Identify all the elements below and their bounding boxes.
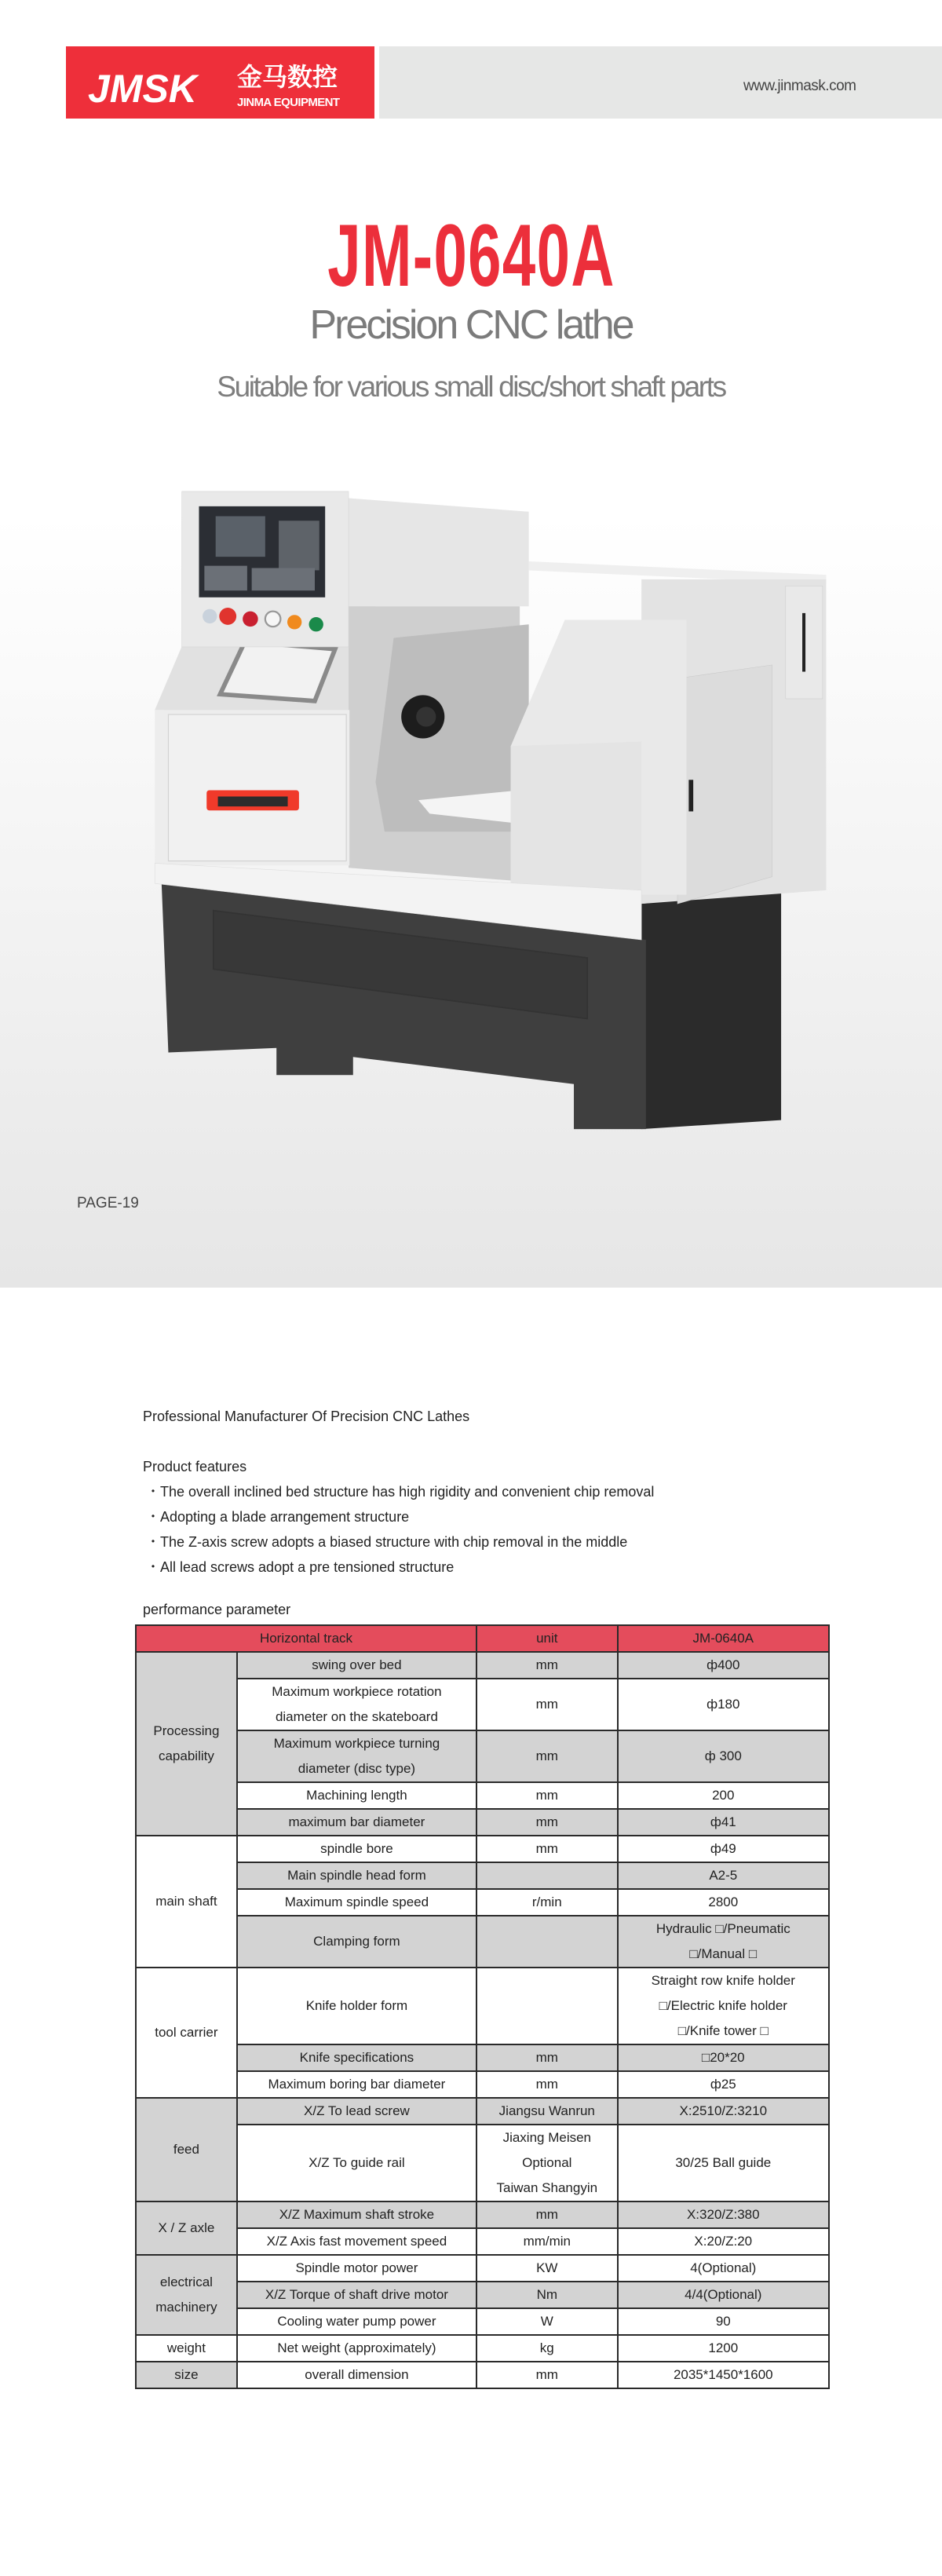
- cnc-lathe-image: [141, 471, 848, 1146]
- value-cell: 4/4(Optional): [618, 2282, 829, 2308]
- table-row: [136, 2335, 829, 2362]
- unit-cell: [476, 1968, 618, 2044]
- table-row: [136, 1968, 829, 2044]
- unit-cell: Jiangsu Wanrun: [476, 2098, 618, 2125]
- table-row: [136, 1652, 829, 1679]
- bullet-icon: ・: [146, 1559, 160, 1575]
- page-number: PAGE-19: [77, 1195, 139, 1211]
- value-cell: 90: [618, 2308, 829, 2335]
- table-row: [136, 1730, 829, 1782]
- unit-cell: mm: [476, 1782, 618, 1809]
- unit-cell: mm: [476, 1836, 618, 1862]
- base-right-side: [641, 890, 781, 1129]
- header-unit: unit: [476, 1625, 618, 1652]
- unit-cell: KW: [476, 2255, 618, 2282]
- value-cell: 30/25 Ball guide: [618, 2125, 829, 2201]
- unit-cell: mm: [476, 1679, 618, 1730]
- feature-text: Adopting a blade arrangement structure: [160, 1509, 410, 1525]
- unit-cell: mm: [476, 2044, 618, 2071]
- value-cell: 1200: [618, 2335, 829, 2362]
- unit-cell: mm: [476, 1652, 618, 1679]
- param-cell: Clamping form: [237, 1916, 476, 1968]
- param-cell: Maximum spindle speed: [237, 1889, 476, 1916]
- param-cell: Maximum boring bar diameter: [237, 2071, 476, 2098]
- unit-cell: W: [476, 2308, 618, 2335]
- param-cell: Net weight (approximately): [237, 2335, 476, 2362]
- bullet-icon: ・: [146, 1484, 160, 1500]
- orange-button-icon[interactable]: [287, 615, 301, 629]
- table-row: [136, 1862, 829, 1889]
- emergency-stop-button-icon[interactable]: [219, 608, 236, 625]
- value-cell: X:2510/Z:3210: [618, 2098, 829, 2125]
- table-row: [136, 1836, 829, 1862]
- value-cell: ф 300: [618, 1730, 829, 1782]
- param-cell: Spindle motor power: [237, 2255, 476, 2282]
- unit-cell: mm: [476, 2362, 618, 2388]
- unit-cell: Nm: [476, 2282, 618, 2308]
- value-cell: ф49: [618, 1836, 829, 1862]
- param-cell: swing over bed: [237, 1652, 476, 1679]
- param-cell: Maximum workpiece turning diameter (disc type): [237, 1730, 476, 1782]
- table-row: [136, 1889, 829, 1916]
- features-title: Product features: [143, 1459, 247, 1474]
- unit-cell: Jiaxing Meisen Optional Taiwan Shangyin: [476, 2125, 618, 2201]
- logo-text: JMSK: [88, 67, 197, 111]
- table-row: [136, 2125, 829, 2201]
- param-cell: X/Z Torque of shaft drive motor: [237, 2282, 476, 2308]
- value-cell: X:20/Z:20: [618, 2228, 829, 2255]
- table-row: [136, 1809, 829, 1836]
- value-cell: 4(Optional): [618, 2255, 829, 2282]
- header-bar: [379, 46, 942, 119]
- chuck-center: [416, 707, 436, 726]
- unit-cell: r/min: [476, 1889, 618, 1916]
- left-door: [168, 714, 346, 861]
- value-cell: 2035*1450*1600: [618, 2362, 829, 2388]
- group-label: size: [136, 2362, 237, 2388]
- control-screen: [216, 516, 265, 557]
- white-button-icon[interactable]: [265, 612, 281, 627]
- group-label: feed: [136, 2098, 237, 2201]
- param-cell: spindle bore: [237, 1836, 476, 1862]
- table-row: [136, 2098, 829, 2125]
- logo-cn-text: 金马数控: [237, 62, 338, 92]
- group-label: tool carrier: [136, 1968, 237, 2098]
- value-cell: ф41: [618, 1809, 829, 1836]
- logo-en-text: JINMA EQUIPMENT: [237, 96, 340, 109]
- value-cell: Straight row knife holder □/Electric knife holder □/Knife tower □: [618, 1968, 829, 2044]
- param-cell: Knife specifications: [237, 2044, 476, 2071]
- bullet-icon: ・: [146, 1509, 160, 1525]
- door-latch-icon: [688, 780, 693, 811]
- param-cell: X/Z Maximum shaft stroke: [237, 2201, 476, 2228]
- table-row: [136, 2228, 829, 2255]
- feature-item: [143, 1529, 654, 1555]
- param-cell: Cooling water pump power: [237, 2308, 476, 2335]
- table-row: [136, 2044, 829, 2071]
- table-row: [136, 1916, 829, 1968]
- feature-item: [143, 1555, 654, 1580]
- param-cell: maximum bar diameter: [237, 1809, 476, 1836]
- table-row: [136, 1782, 829, 1809]
- feature-text: All lead screws adopt a pre tensioned structure: [160, 1559, 455, 1575]
- product-subtitle: Suitable for various small disc/short shaft parts: [217, 371, 725, 403]
- spec-table: [135, 1624, 830, 2389]
- header-model: JM-0640A: [618, 1625, 829, 1652]
- table-header-row: [136, 1625, 829, 1652]
- value-cell: □20*20: [618, 2044, 829, 2071]
- model-title: [0, 206, 942, 305]
- right-door-face: [511, 741, 641, 897]
- param-cell: Machining length: [237, 1782, 476, 1809]
- unit-cell: [476, 1916, 618, 1968]
- unit-cell: mm: [476, 1730, 618, 1782]
- header-track: Horizontal track: [136, 1625, 476, 1652]
- feature-item: [143, 1479, 654, 1504]
- param-cell: X/Z To guide rail: [237, 2125, 476, 2201]
- group-label: electrical machinery: [136, 2255, 237, 2335]
- table-row: [136, 2362, 829, 2388]
- feature-text: The overall inclined bed structure has high rigidity and convenient chip removal: [160, 1484, 655, 1500]
- value-cell: Hydraulic □/Pneumatic □/Manual □: [618, 1916, 829, 1968]
- param-cell: X/Z To lead screw: [237, 2098, 476, 2125]
- param-cell: X/Z Axis fast movement speed: [237, 2228, 476, 2255]
- performance-title: performance parameter: [143, 1602, 291, 1617]
- group-label: main shaft: [136, 1836, 237, 1968]
- intro-text: [143, 1404, 654, 1580]
- feature-text: The Z-axis screw adopts a biased structure with chip removal in the middle: [160, 1534, 628, 1550]
- unit-cell: mm: [476, 1809, 618, 1836]
- param-cell: Knife holder form: [237, 1968, 476, 2044]
- model-title-text: JM-0640A: [327, 206, 615, 305]
- brand-logo[interactable]: [66, 46, 374, 119]
- value-cell: 2800: [618, 1889, 829, 1916]
- value-cell: ф400: [618, 1652, 829, 1679]
- unit-cell: [476, 1862, 618, 1889]
- door-handle-grip: [218, 797, 288, 807]
- table-row: [136, 2201, 829, 2228]
- value-cell: ф25: [618, 2071, 829, 2098]
- param-cell: Main spindle head form: [237, 1862, 476, 1889]
- value-cell: ф180: [618, 1679, 829, 1730]
- indicator-button-icon[interactable]: [203, 609, 217, 623]
- value-cell: A2-5: [618, 1862, 829, 1889]
- value-cell: 200: [618, 1782, 829, 1809]
- table-row: [136, 1679, 829, 1730]
- table-row: [136, 2071, 829, 2098]
- table-row: [136, 2282, 829, 2308]
- latch-icon: [802, 613, 805, 672]
- unit-cell: mm: [476, 2071, 618, 2098]
- unit-cell: mm: [476, 2201, 618, 2228]
- unit-cell: mm/min: [476, 2228, 618, 2255]
- table-row: [136, 2308, 829, 2335]
- group-label: X / Z axle: [136, 2201, 237, 2255]
- feature-item: [143, 1504, 654, 1529]
- logo-mark-icon: [66, 46, 374, 119]
- product-name: Precision CNC lathe: [309, 302, 633, 348]
- unit-cell: kg: [476, 2335, 618, 2362]
- website-link[interactable]: www.jinmask.com: [743, 78, 856, 94]
- group-label: Processing capability: [136, 1652, 237, 1836]
- value-cell: X:320/Z:380: [618, 2201, 829, 2228]
- group-label: weight: [136, 2335, 237, 2362]
- red-button-icon[interactable]: [243, 612, 258, 627]
- bullet-icon: ・: [146, 1534, 160, 1550]
- param-cell: Maximum workpiece rotation diameter on the skateboard: [237, 1679, 476, 1730]
- table-row: [136, 2255, 829, 2282]
- tagline: Professional Manufacturer Of Precision CNC Lathes: [143, 1409, 470, 1424]
- param-cell: overall dimension: [237, 2362, 476, 2388]
- green-button-icon[interactable]: [309, 617, 323, 631]
